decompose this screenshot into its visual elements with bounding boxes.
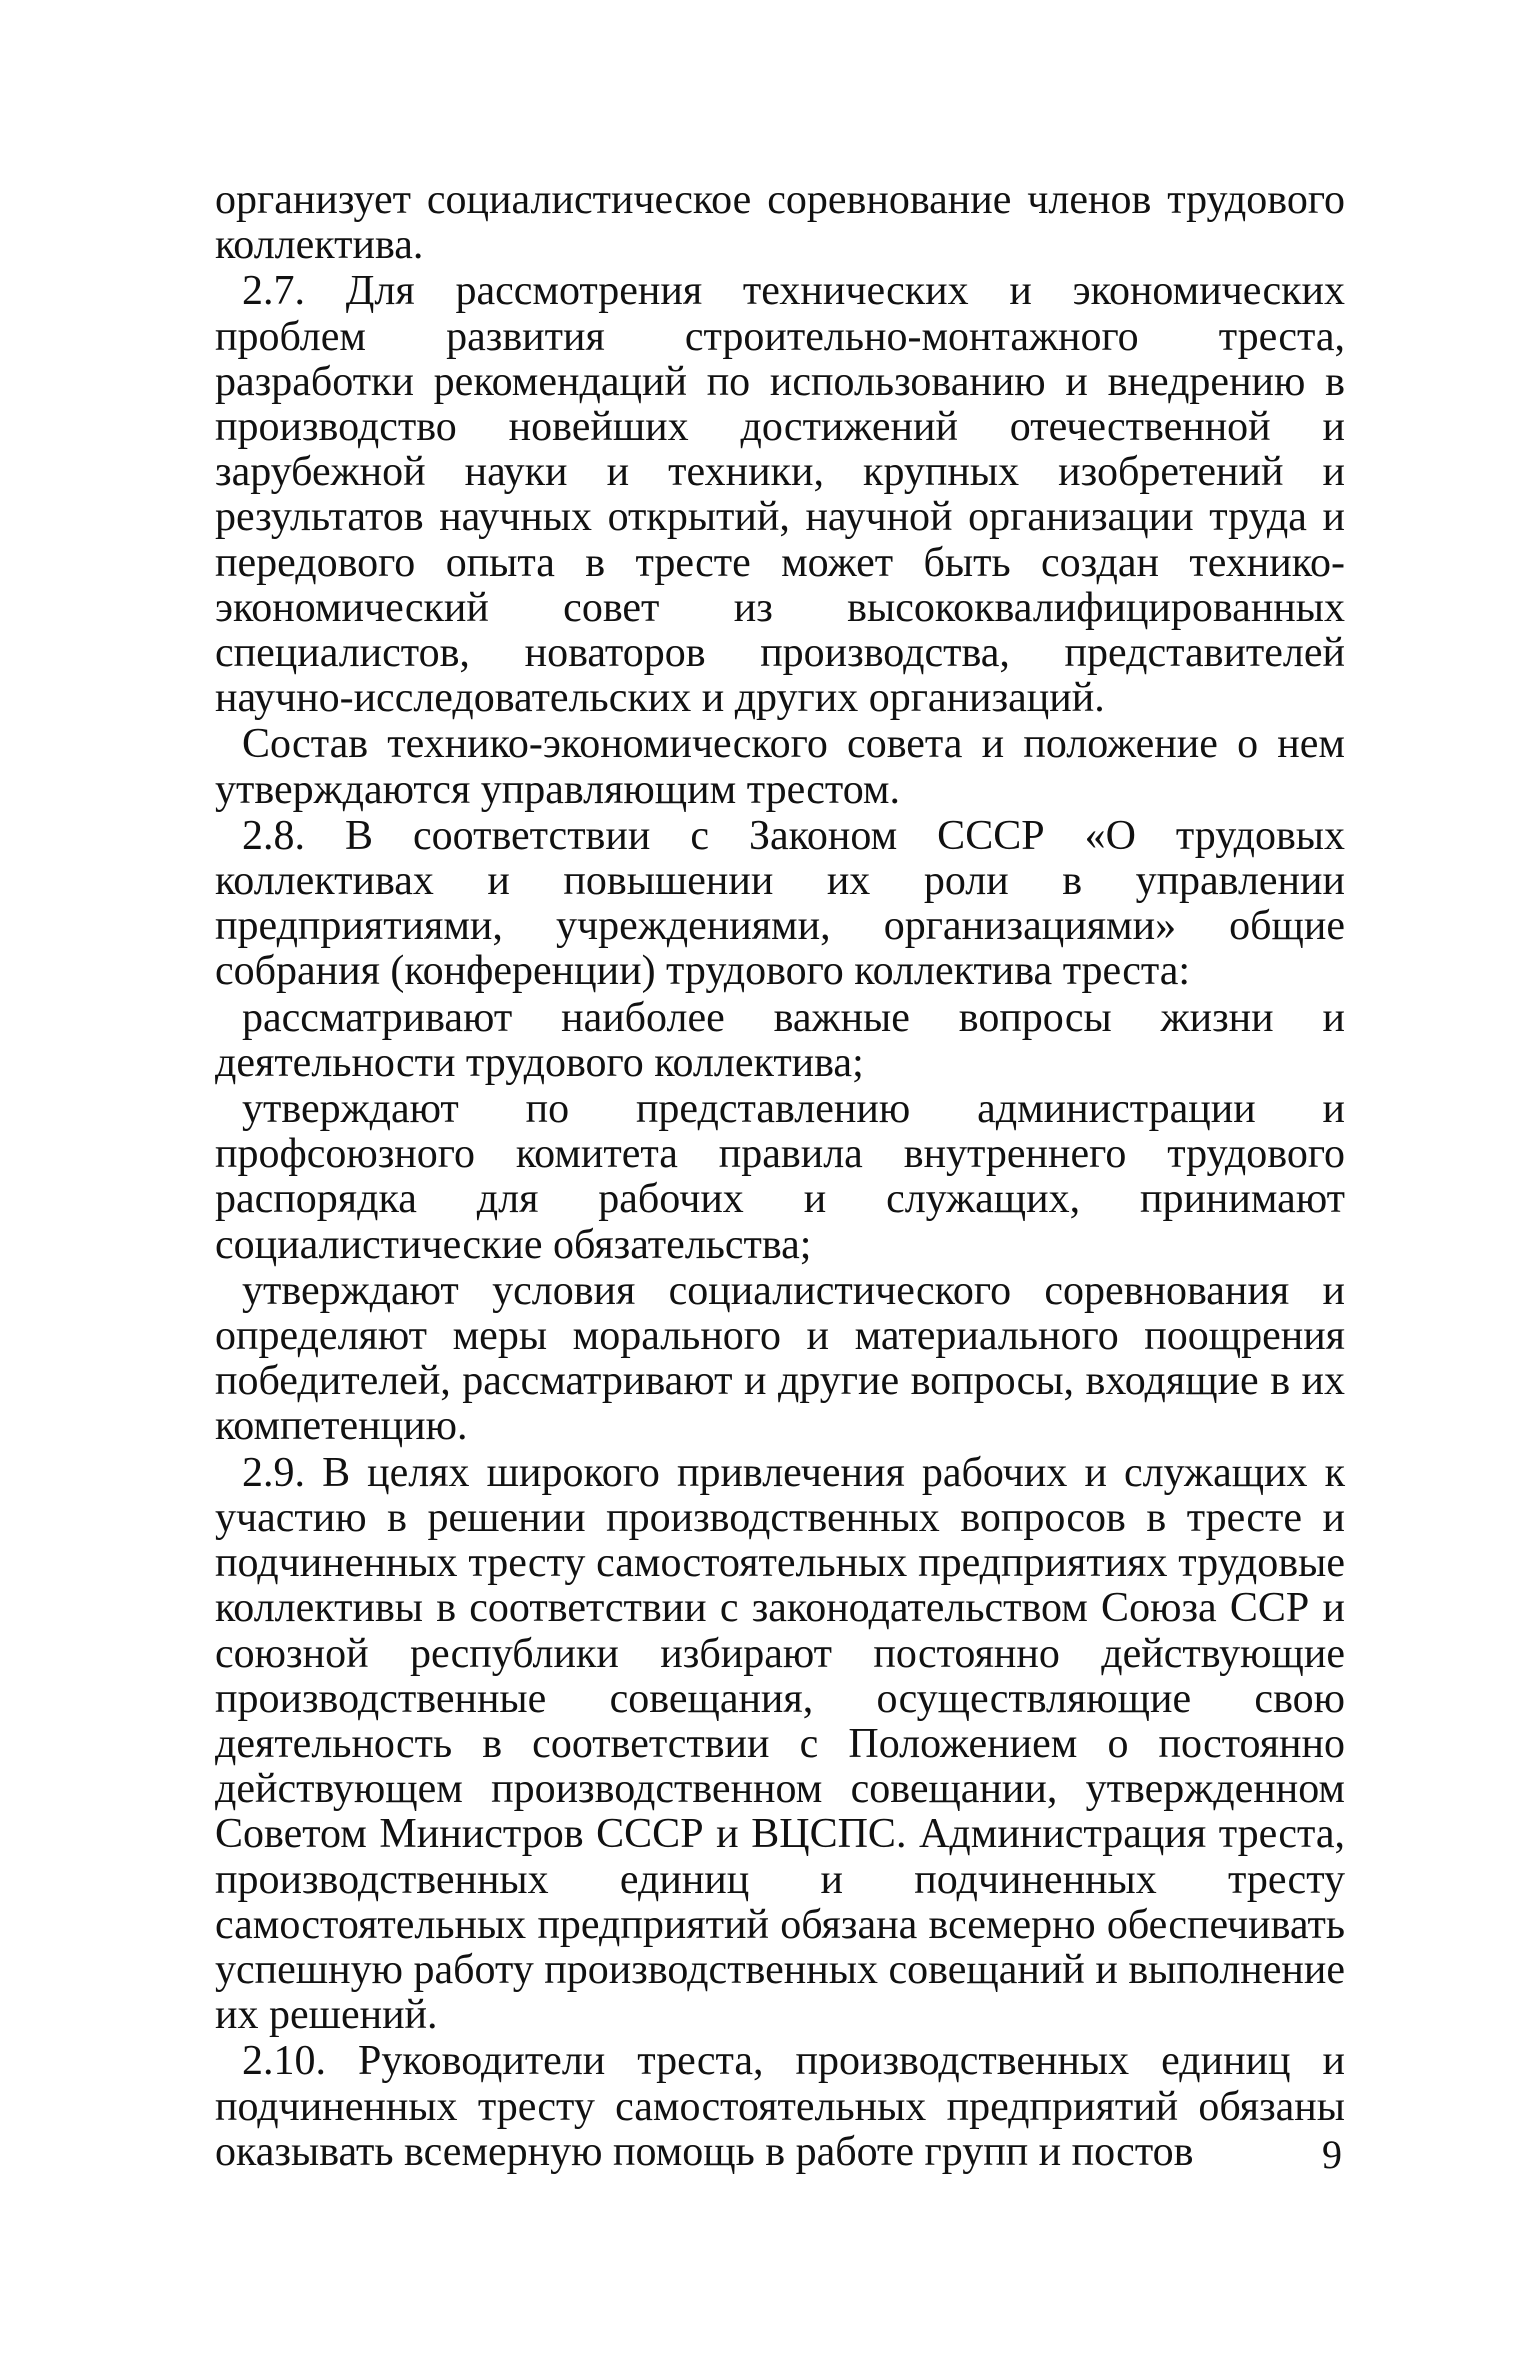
section-number: 2.8.: [242, 812, 305, 859]
section-number: 2.7.: [242, 268, 305, 315]
page-number: 9: [1322, 2132, 1342, 2177]
paragraph-2-8: 2.8. В соответствии с Законом СССР «О трудовых коллективах и повышении их роли в управлении предприятиями, учреждениями, организациями» общие собрания (конференции) трудового коллектива треста:: [215, 812, 1345, 995]
paragraph-continuation: организует социалистическое соревнование членов трудового коллектива.: [215, 177, 1345, 269]
paragraph-2-8-item-2: утверждают по представлению администрации и профсоюзного комитета правила внутреннего трудового распорядка для рабочих и служащих, принимают социалистические обязательства;: [215, 1086, 1345, 1268]
paragraph-2-8-item-3: утверждают условия социалистического соревнования и определяют меры морального и материального поощрения победителей, рассматривают и другие вопросы, входящие в их компетенцию.: [215, 1267, 1345, 1450]
paragraph-2-9: 2.9. В целях широкого привлечения рабочих и служащих к участию в решении производственных вопросов в тресте и подчиненных тресту самостоятельных предприятиях трудовые коллективы в соответствии с законодательством Союза ССР и союзной республики избирают постоянно действующие производственные совещания, осуществляющие свою деятельность в соответствии с Положением о постоянно действующем производственном совещании, утвержденном Советом Министров СССР и ВЦСПС. Администрация треста, производственных единиц и подчиненных тресту самостоятельных предприятий обязана всемерно обеспечивать успешную работу производственных совещаний и выполнение их решений.: [215, 1449, 1346, 2039]
paragraph-2-7: 2.7. Для рассмотрения технических и экономических проблем развития строительно-монтажного треста, разработки рекомендаций по использованию и внедрению в производство новейших достижений отечественной и зарубежной науки и техники, крупных изобретений и результатов научных открытий, научной организации труда и передового опыта в тресте может быть создан технико-экономический совет из высококвалифицированных специалистов, новаторов производства, представителей научно-исследовательских и других организаций.: [215, 268, 1346, 722]
section-number: 2.9.: [242, 1449, 305, 1496]
paragraph-2-7-composition: Состав технико-экономического совета и положение о нем утверждаются управляющим трестом.: [215, 721, 1345, 813]
paragraph-2-10: 2.10. Руководители треста, производственных единиц и подчиненных тресту самостоятельных предприятий обязаны оказывать всемерную помощь в работе групп и постов: [215, 2038, 1345, 2175]
body-text: [215, 178, 1345, 2175]
section-number: 2.10.: [242, 2038, 326, 2085]
paragraph-2-8-item-1: рассматривают наиболее важные вопросы жизни и деятельности трудового коллектива;: [215, 994, 1345, 1086]
